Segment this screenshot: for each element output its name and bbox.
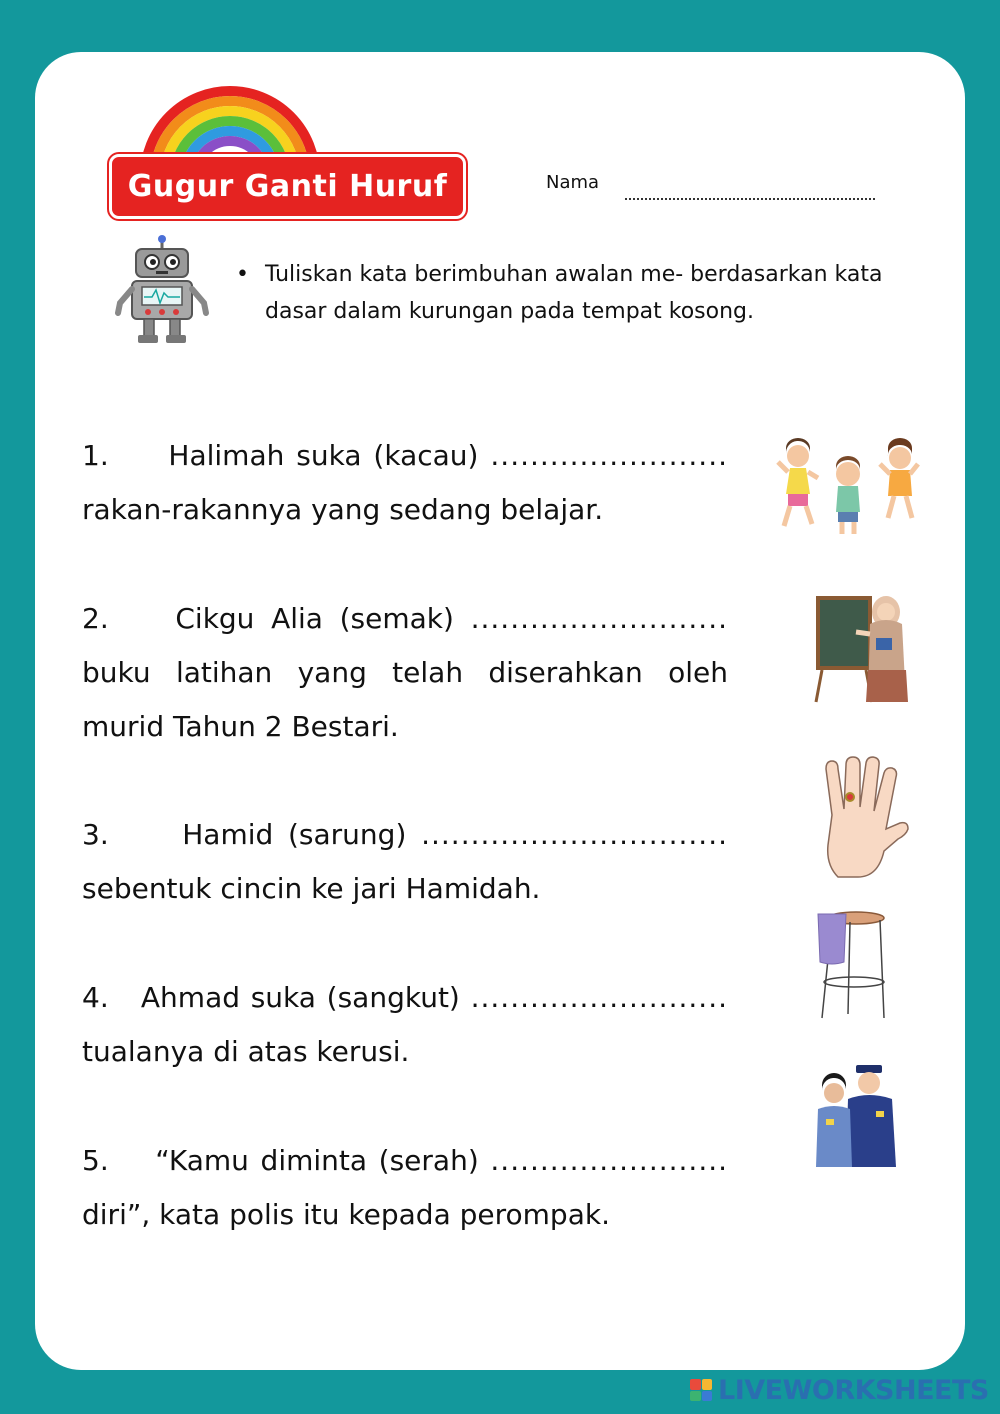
question-text: sebentuk cincin ke jari Hamidah.: [82, 872, 541, 905]
stool-with-towel-icon: [812, 910, 888, 1020]
question-text: rakan-rakannya yang sedang belajar.: [82, 493, 604, 526]
question-1: [82, 429, 728, 537]
question-5: [82, 1134, 728, 1242]
title-banner: [109, 154, 466, 219]
question-2: [82, 592, 728, 754]
question-4: [82, 971, 728, 1079]
watermark-text: LIVEWORKSHEETS: [718, 1374, 989, 1406]
watermark: [690, 1372, 989, 1408]
question-text: tualanya di atas kerusi.: [82, 1035, 410, 1068]
question-number: 2.: [82, 602, 109, 635]
answer-blank[interactable]: ........................: [490, 1144, 729, 1177]
page-title: Gugur Ganti Huruf: [127, 169, 448, 204]
question-text: Hamid (sarung): [182, 818, 407, 851]
answer-blank[interactable]: ........................: [490, 439, 728, 472]
robot-icon: [112, 233, 212, 345]
hand-with-ring-icon: [818, 755, 910, 881]
question-text: diri”, kata polis itu kepada perompak.: [82, 1198, 610, 1231]
children-playing-icon: [776, 434, 920, 538]
instruction: [232, 256, 922, 330]
teacher-icon: [810, 590, 910, 705]
answer-blank[interactable]: ..........................: [470, 981, 729, 1014]
question-number: 5.: [82, 1144, 109, 1177]
police-officers-icon: [812, 1063, 898, 1167]
question-text: “Kamu diminta (serah): [155, 1144, 479, 1177]
question-text: Halimah suka (kacau): [168, 439, 479, 472]
name-field[interactable]: [625, 184, 875, 200]
bullet: •: [236, 262, 249, 287]
answer-blank[interactable]: ..........................: [470, 602, 729, 635]
name-label: Nama: [546, 172, 600, 193]
question-number: 1.: [82, 439, 109, 472]
question-3: [82, 808, 728, 916]
question-text: Cikgu Alia (semak): [175, 602, 454, 635]
question-text: buku latihan yang telah diserahkan oleh murid Tahun 2 Bestari.: [82, 656, 728, 743]
question-number: 4.: [82, 981, 109, 1014]
question-text: Ahmad suka (sangkut): [140, 981, 460, 1014]
liveworksheets-logo-icon: [690, 1379, 712, 1401]
answer-blank[interactable]: ...............................: [421, 818, 729, 851]
question-number: 3.: [82, 818, 109, 851]
instruction-text: Tuliskan kata berimbuhan awalan me- berdasarkan kata dasar dalam kurungan pada tempat kosong.: [265, 262, 883, 324]
